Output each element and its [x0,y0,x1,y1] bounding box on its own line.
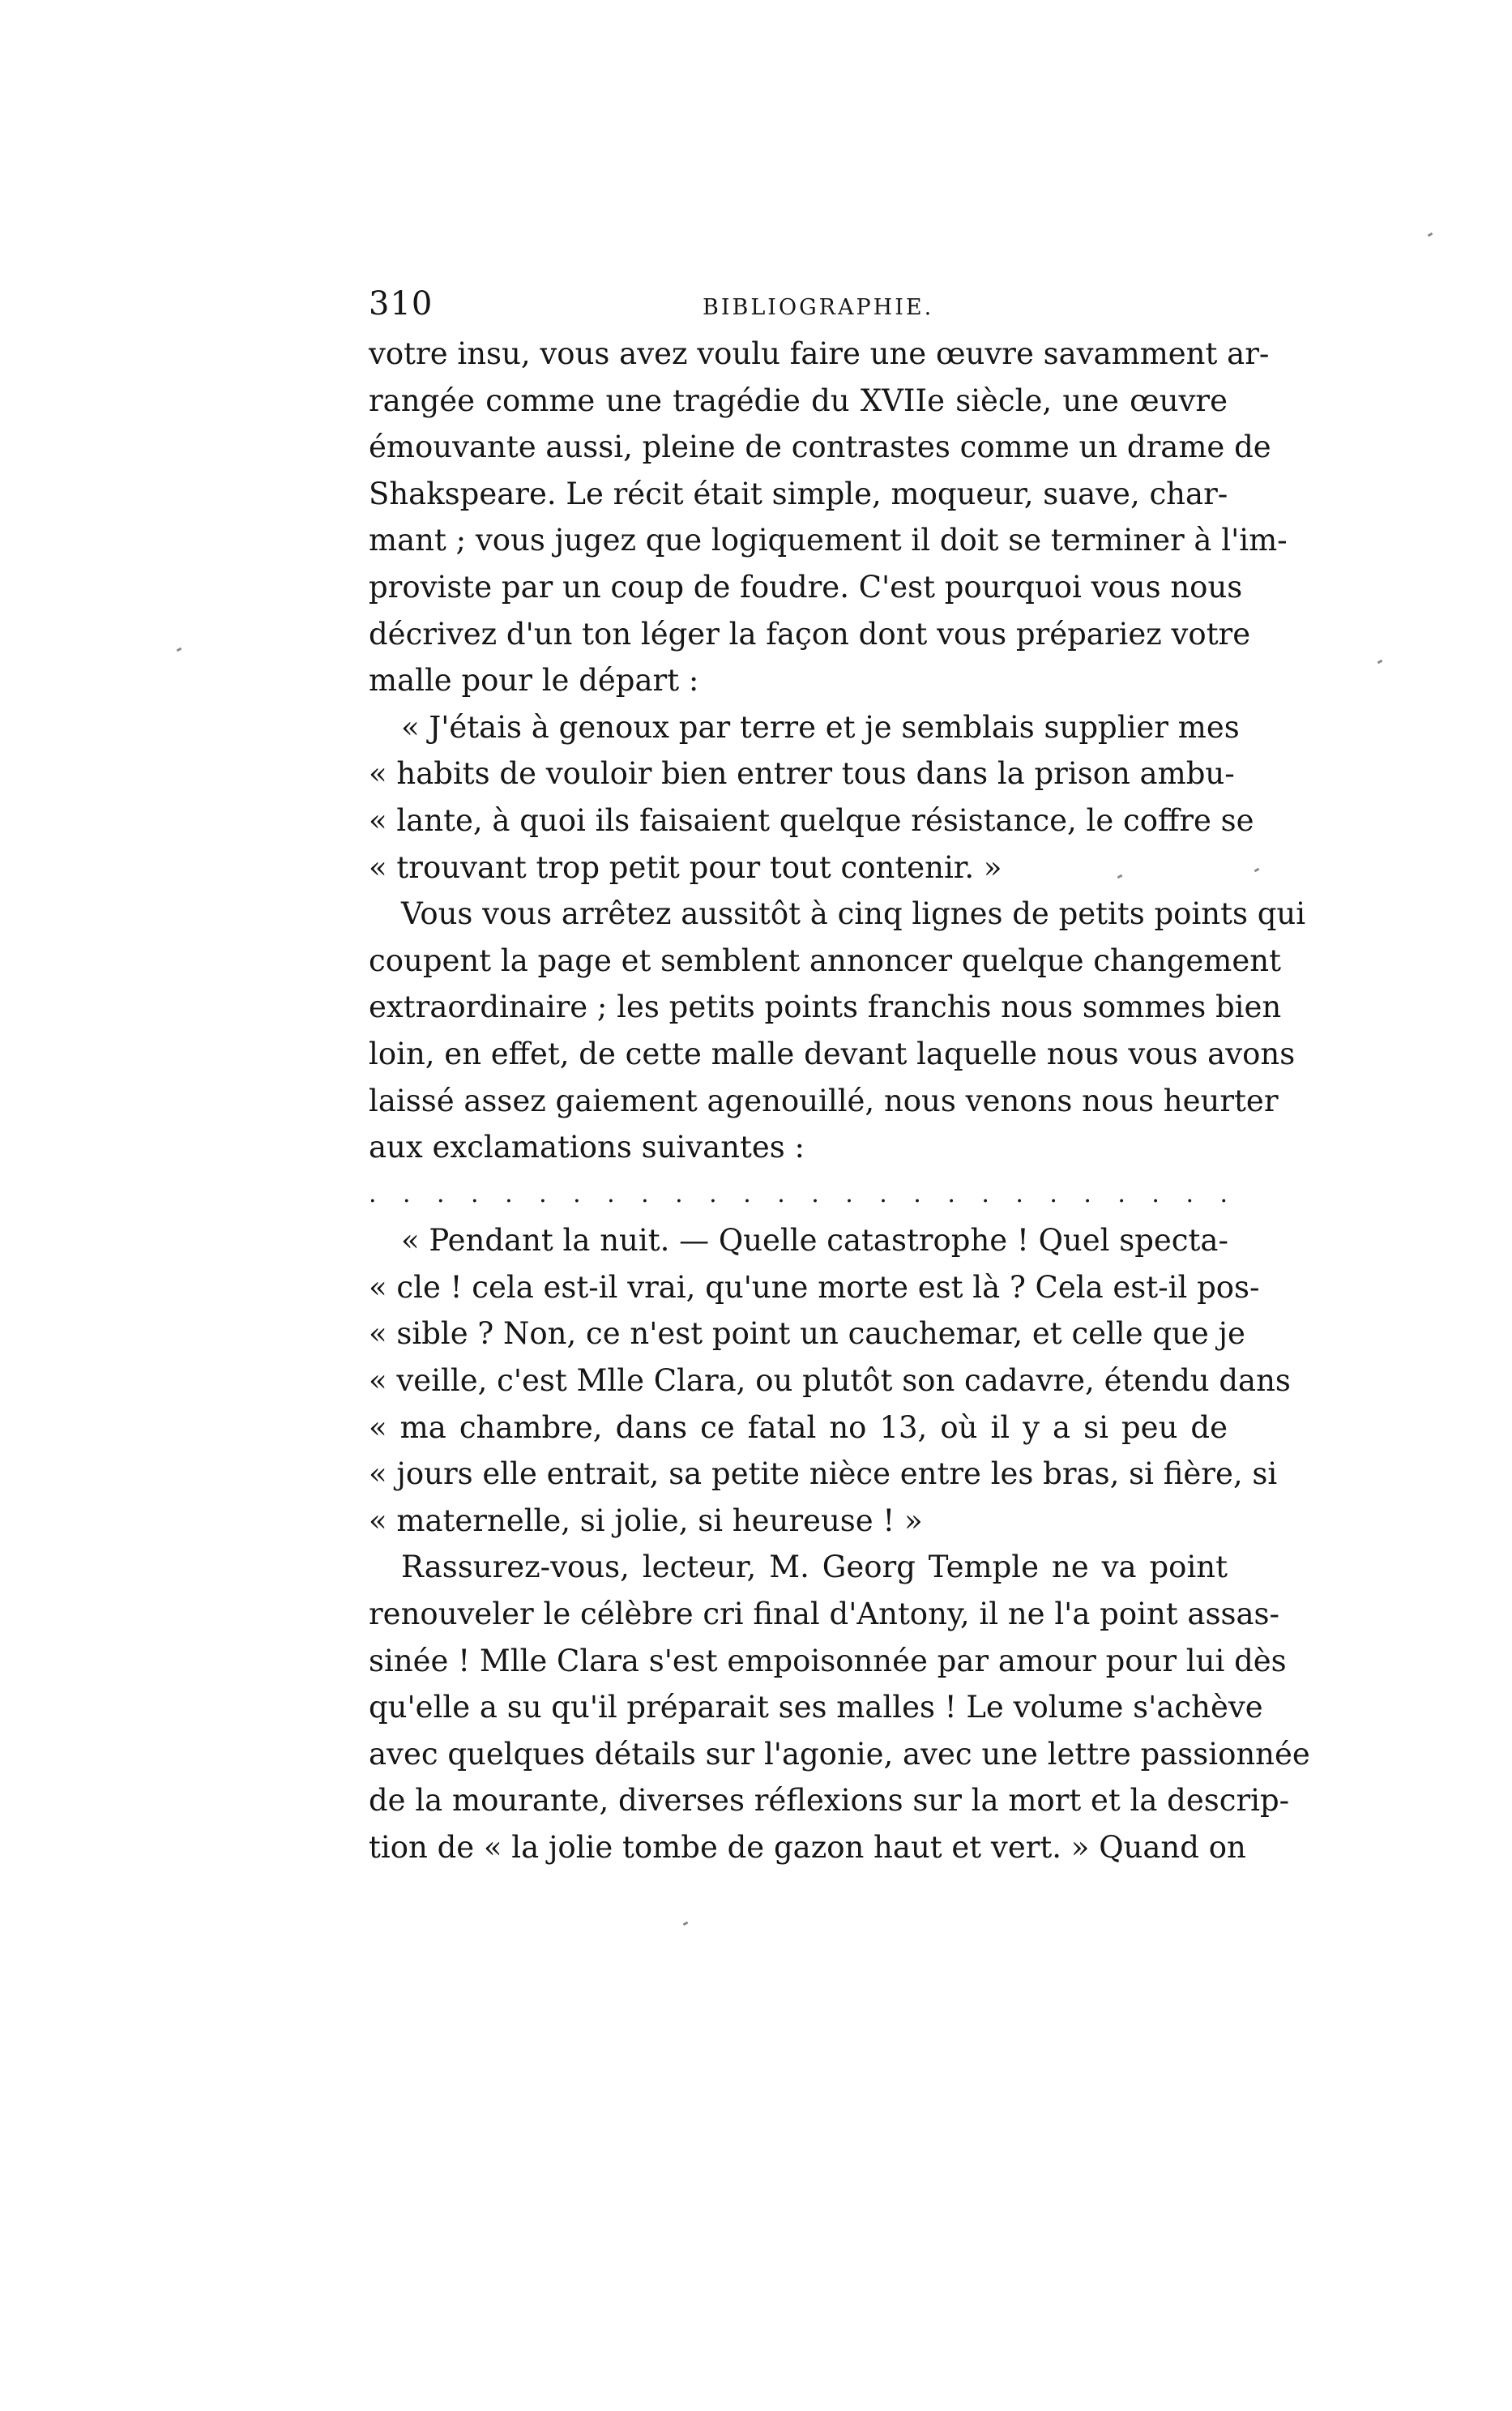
scan-speck [1377,660,1383,665]
body-text [369,331,1310,1871]
quote-line: « cle ! cela est-il vrai, qu'une morte est là ? Cela est-il pos- [369,1269,1260,1305]
text-line: aux exclamations suivantes : [369,1130,805,1165]
text-line: tion de « la jolie tombe de gazon haut et vert. » Quand on [369,1830,1246,1865]
text-line: Vous vous arrêtez aussitôt à cinq lignes de petits points qui [401,896,1306,932]
text-line: proviste par un coup de foudre. C'est pourquoi vous nous [369,569,1243,605]
text-line: émouvante aussi, pleine de contrastes comme un drame de [369,430,1271,465]
text-line: avec quelques détails sur l'agonie, avec une lettre passionnée [369,1736,1310,1772]
page-number: 310 [369,285,434,323]
text-line: sinée ! Mlle Clara s'est empoisonnée par amour pour lui dès [369,1643,1287,1678]
text-line: Rassurez-vous, lecteur, M. Georg Temple ne va point [401,1550,1228,1585]
quote-line: « ma chambre, dans ce fatal no 13, où il y a si peu de [369,1409,1228,1445]
quote-line: « J'étais à genoux par terre et je semblais supplier mes [401,709,1240,745]
text-line: renouveler le célèbre cri final d'Antony, il ne l'a point assas- [369,1597,1280,1632]
text-line: de la mourante, diverses réflexions sur la mort et la descrip- [369,1783,1290,1819]
text-line: extraordinaire ; les petits points franchis nous sommes bien [369,990,1282,1025]
scan-speck [683,1922,689,1926]
text-line: rangée comme une tragédie du XVIIe siècle, une œuvre [369,383,1228,418]
text-line: malle pour le départ : [369,663,699,699]
quote-line: « jours elle entrait, sa petite nièce entre les bras, si fière, si [369,1456,1278,1492]
text-line: décrivez d'un ton léger la façon dont vous prépariez votre [369,616,1251,652]
quote-line: « habits de vouloir bien entrer tous dans la prison ambu- [369,756,1235,792]
text-line: mant ; vous jugez que logiquement il doit se terminer à l'im- [369,523,1288,558]
text-line: Shakspeare. Le récit était simple, moqueur, suave, char- [369,476,1228,511]
text-line: votre insu, vous avez voulu faire une œuvre savamment ar- [369,336,1270,371]
ellipsis-divider: . . . . . . . . . . . . . . . . . . . . . . . . . . [369,1179,1228,1208]
text-line: laissé assez gaiement agenouillé, nous venons nous heurter [369,1083,1279,1118]
quote-line: « lante, à quoi ils faisaient quelque résistance, le coffre se [369,802,1254,838]
quote-line: « Pendant la nuit. — Quelle catastrophe ! Quel specta- [401,1223,1228,1259]
scan-speck [1428,233,1433,237]
running-head: BIBLIOGRAPHIE. [703,295,934,320]
scan-speck [177,648,182,652]
text-line: qu'elle a su qu'il préparait ses malles ! Le volume s'achève [369,1690,1263,1725]
quote-line: « veille, c'est Mlle Clara, ou plutôt son cadavre, étendu dans [369,1363,1291,1399]
text-line: loin, en effet, de cette malle devant laquelle nous vous avons [369,1036,1296,1071]
quote-line: « sible ? Non, ce n'est point un cauchemar, et celle que je [369,1316,1245,1352]
page-header [369,285,1228,334]
quote-line: « trouvant trop petit pour tout contenir. » [369,849,1002,885]
scan-speck [1254,868,1260,873]
text-line: coupent la page et semblent annoncer quelque changement [369,943,1281,978]
quote-line: « maternelle, si jolie, si heureuse ! » [369,1503,923,1538]
